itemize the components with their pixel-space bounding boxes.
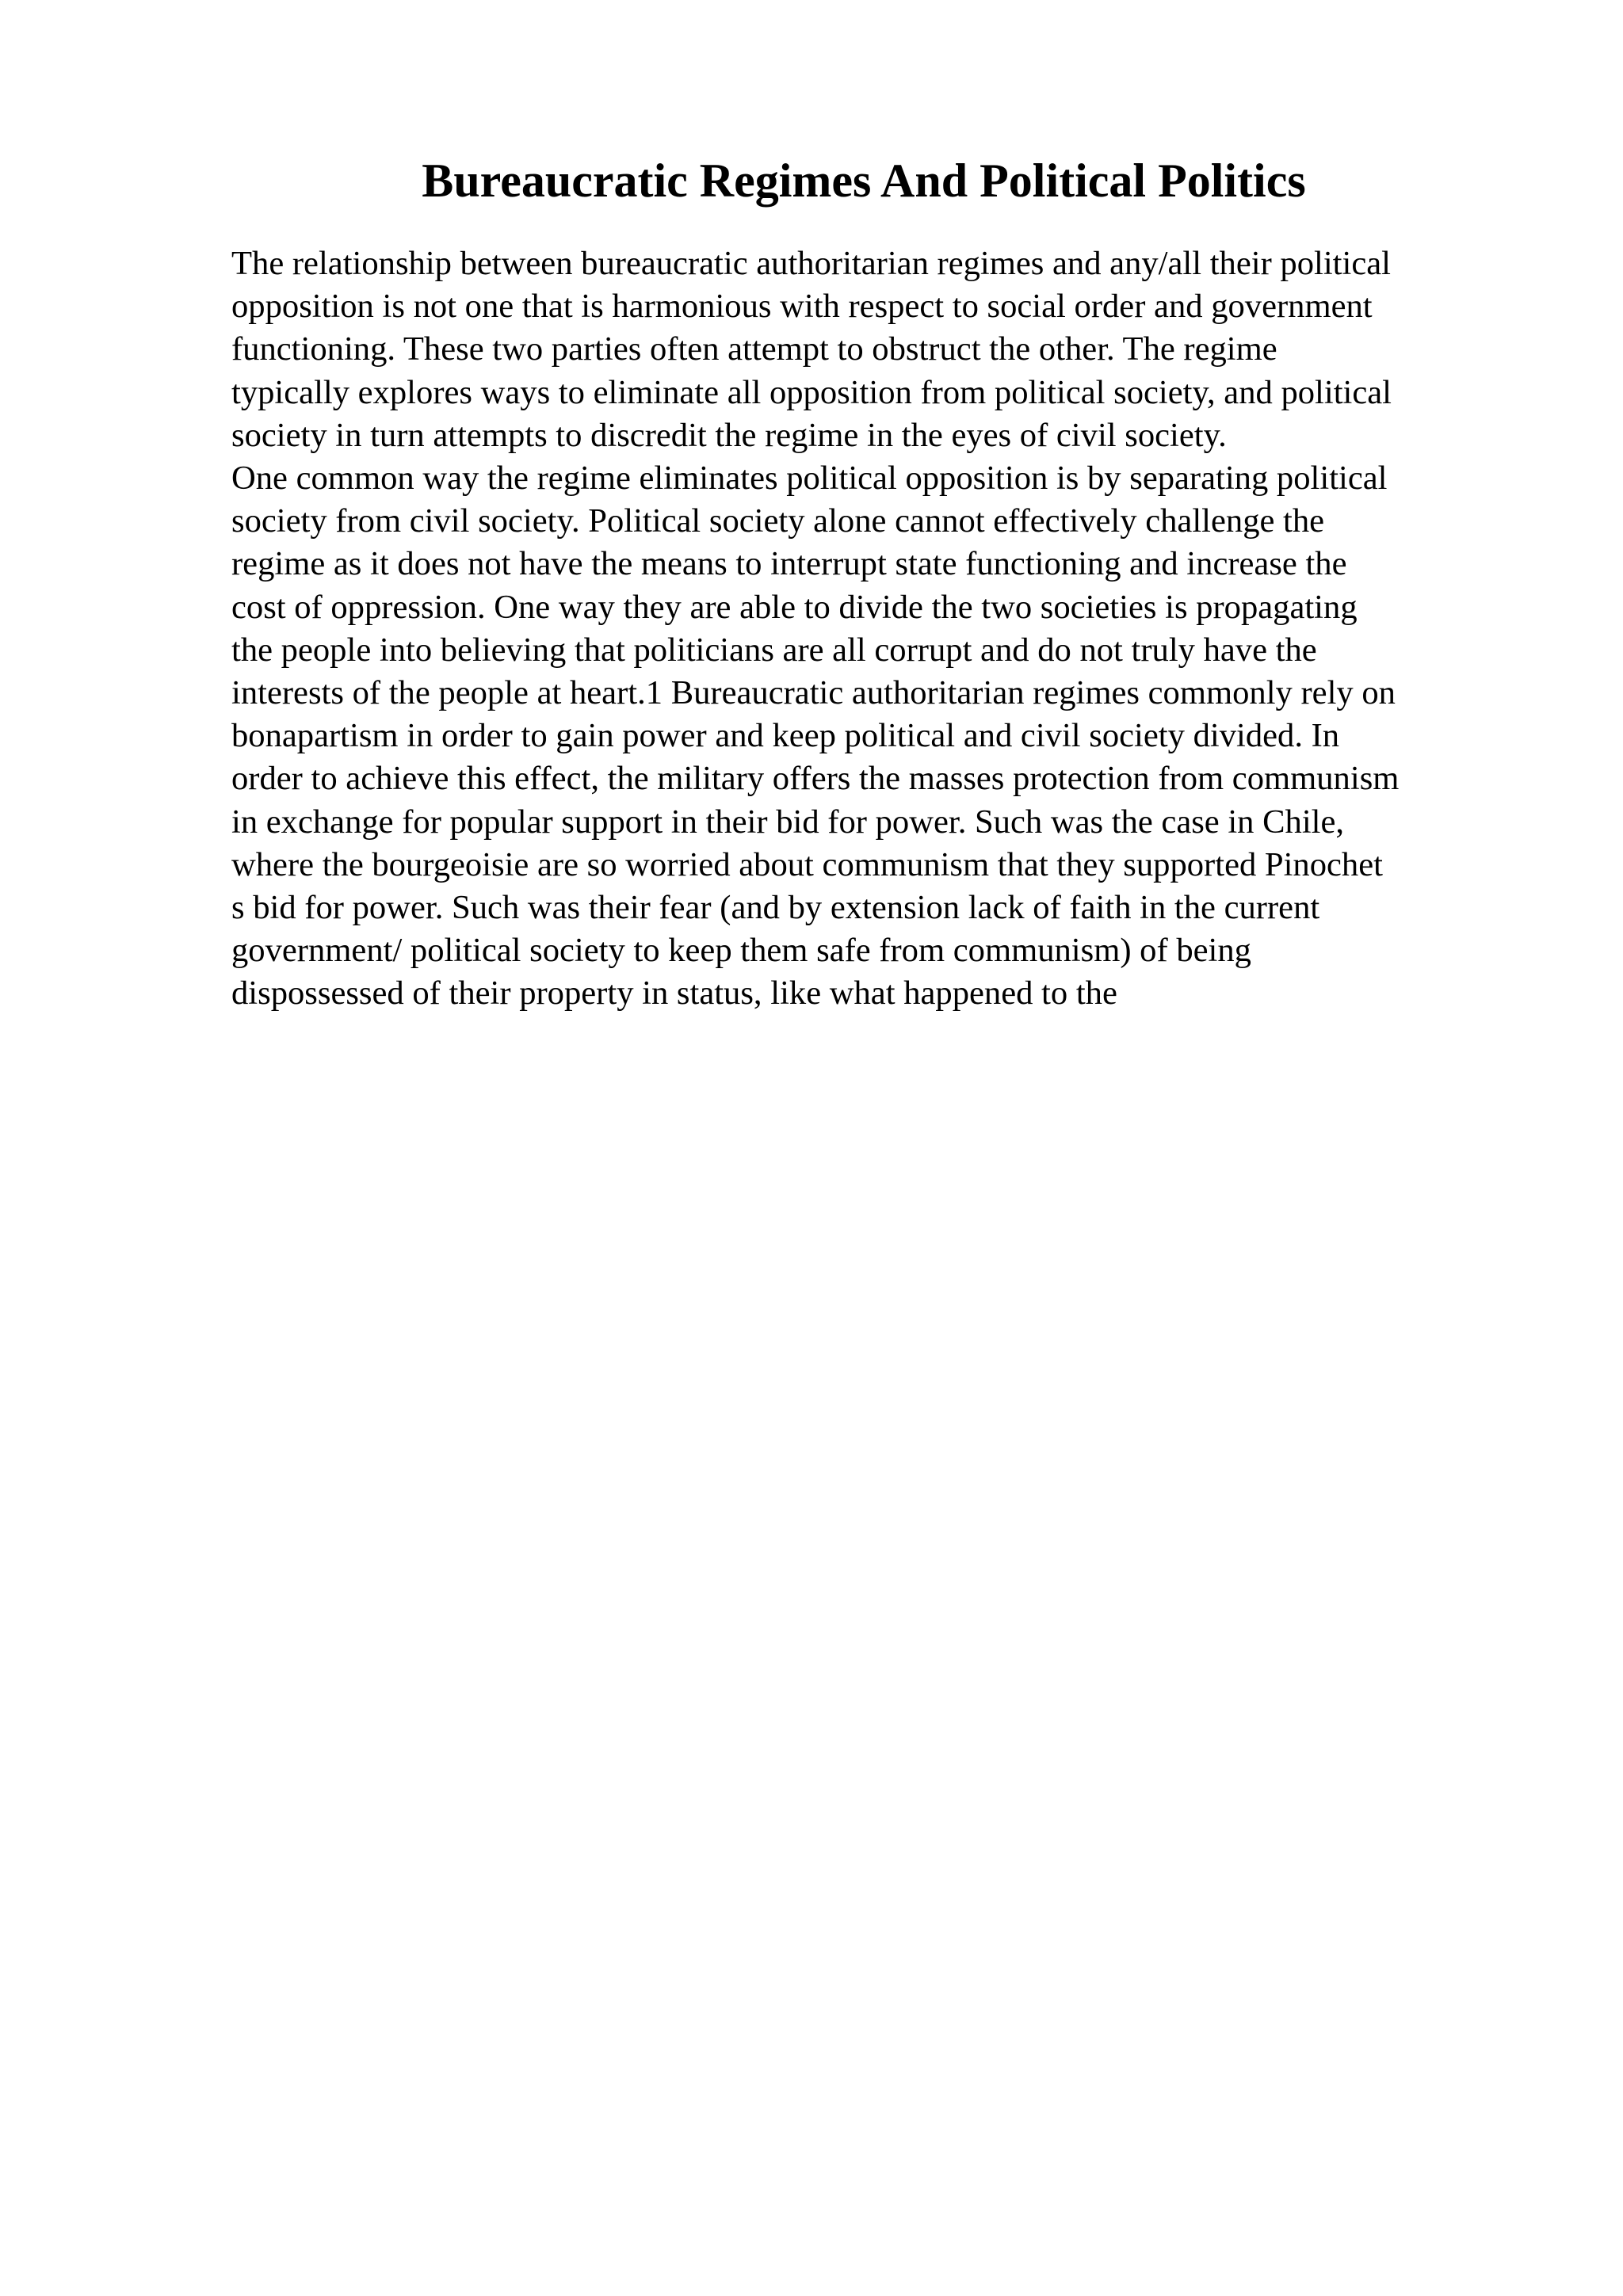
body-line: opposition is not one that is harmonious with respect to social order and government: [231, 288, 1373, 326]
body-line: the people into believing that politicians are all corrupt and do not truly have the: [231, 631, 1317, 669]
body-line: cost of oppression. One way they are able to divide the two societies is propagating: [231, 588, 1358, 626]
body-line: society from civil society. Political society alone cannot effectively challenge the: [231, 502, 1325, 540]
body-line: society in turn attempts to discredit the regime in the eyes of civil society.: [231, 416, 1227, 454]
body-line: interests of the people at heart.1 Bureaucratic authoritarian regimes commonly rely on: [231, 674, 1396, 712]
body-line: functioning. These two parties often attempt to obstruct the other. The regime: [231, 330, 1277, 368]
body-line: s bid for power. Such was their fear (and by extension lack of faith in the current: [231, 889, 1320, 927]
body-line: The relationship between bureaucratic authoritarian regimes and any/all their political: [231, 245, 1391, 282]
body-line: government/ political society to keep them safe from communism) of being: [231, 932, 1251, 970]
body-line: regime as it does not have the means to interrupt state functioning and increase the: [231, 545, 1347, 583]
body-line: One common way the regime eliminates political opposition is by separating political: [231, 460, 1388, 498]
body-line: dispossessed of their property in status, like what happened to the: [231, 974, 1117, 1013]
body-line: where the bourgeoisie are so worried about communism that they supported Pinochet: [231, 845, 1383, 883]
body-line: order to achieve this effect, the military offers the masses protection from communism: [231, 760, 1400, 798]
document-body: [231, 242, 1515, 1016]
document-title: Bureaucratic Regimes And Political Politics: [422, 154, 1306, 207]
body-line: in exchange for popular support in their bid for power. Such was the case in Chile,: [231, 803, 1345, 841]
body-line: bonapartism in order to gain power and keep political and civil society divided. In: [231, 717, 1340, 755]
body-line: typically explores ways to eliminate all opposition from political society, and political: [231, 373, 1392, 411]
